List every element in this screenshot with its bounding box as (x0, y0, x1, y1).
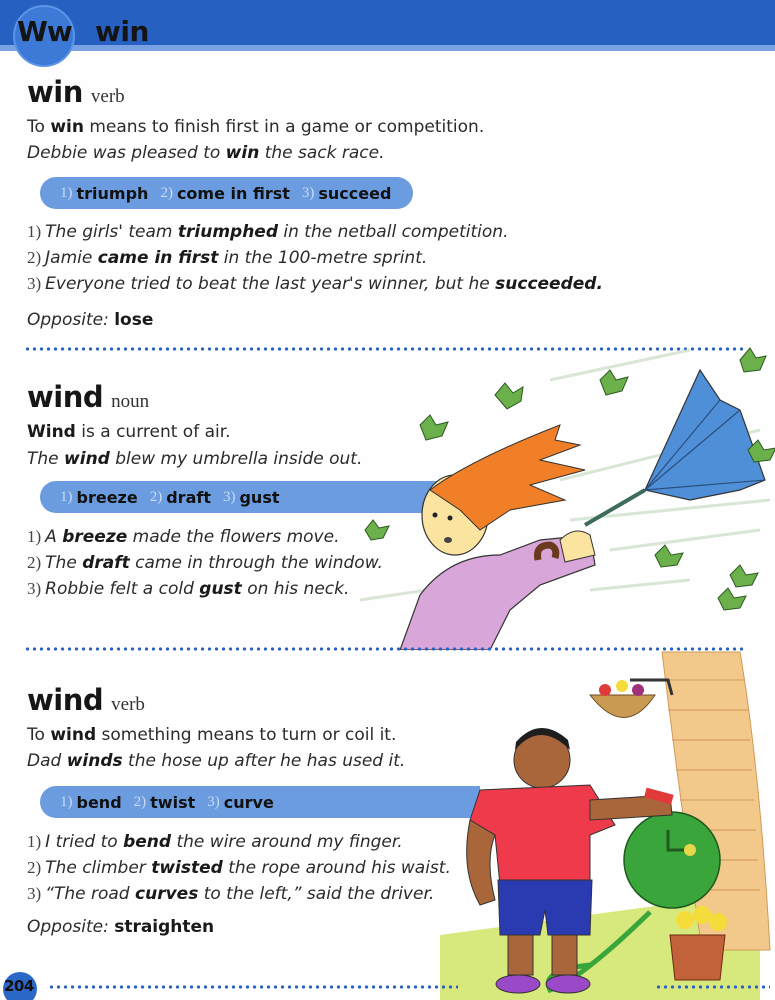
synonym: curve (223, 792, 274, 812)
entry-heading (27, 380, 149, 414)
synonym-bar: 1) breeze 2) draft 3) gust (40, 481, 460, 513)
part-of-speech: verb (90, 86, 125, 107)
part-of-speech: verb (111, 694, 145, 715)
usage-sentence: 1) The girls' team triumphed in the netball competition. (27, 222, 509, 242)
footer-divider (48, 985, 458, 989)
headword: wind (27, 683, 104, 717)
usage-sentence: 3) Everyone tried to beat the last year's winner, but he succeeded. (27, 274, 603, 294)
page-number: 204 (4, 977, 34, 995)
definition: To wind something means to turn or coil it. (27, 725, 397, 745)
synonym: come in first (176, 183, 290, 203)
synonym: gust (239, 487, 280, 507)
page-guide-word: win (95, 15, 149, 48)
boy-with-hose-reel-illustration (440, 650, 775, 1000)
synonym: twist (150, 792, 196, 812)
usage-sentence: 2) The climber twisted the rope around his waist. (27, 858, 451, 878)
usage-sentence: 1) A breeze made the flowers move. (27, 527, 340, 547)
definition: Wind is a current of air. (27, 422, 231, 442)
example-sentence: Dad winds the hose up after he has used it. (27, 751, 406, 771)
part-of-speech: noun (111, 391, 150, 412)
footer-divider (655, 985, 770, 989)
example-sentence: The wind blew my umbrella inside out. (27, 449, 363, 469)
entry-heading (27, 683, 145, 717)
usage-sentence: 3) “The road curves to the left,” said the driver. (27, 884, 435, 904)
headword: win (27, 75, 83, 109)
synonym-bar: 1) triumph 2) come in first 3) succeed (40, 177, 413, 209)
definition: To win means to finish first in a game or competition. (27, 117, 485, 137)
entry-heading (27, 75, 125, 109)
opposite: Opposite: lose (27, 310, 154, 330)
synonym: succeed (318, 183, 392, 203)
letter-label: Ww (17, 15, 72, 48)
usage-sentence: 3) Robbie felt a cold gust on his neck. (27, 579, 350, 599)
synonym: bend (76, 792, 122, 812)
usage-sentence: 2) Jamie came in first in the 100-metre sprint. (27, 248, 428, 268)
girl-with-umbrella-illustration (360, 340, 775, 650)
synonym: breeze (76, 487, 138, 507)
opposite: Opposite: straighten (27, 917, 215, 937)
synonym: draft (166, 487, 211, 507)
example-sentence: Debbie was pleased to win the sack race. (27, 143, 385, 163)
synonym-bar: 1) bend 2) twist 3) curve (40, 786, 480, 818)
headword: wind (27, 380, 104, 414)
synonym: triumph (76, 183, 149, 203)
usage-sentence: 2) The draft came in through the window. (27, 553, 383, 573)
usage-sentence: 1) I tried to bend the wire around my finger. (27, 832, 403, 852)
